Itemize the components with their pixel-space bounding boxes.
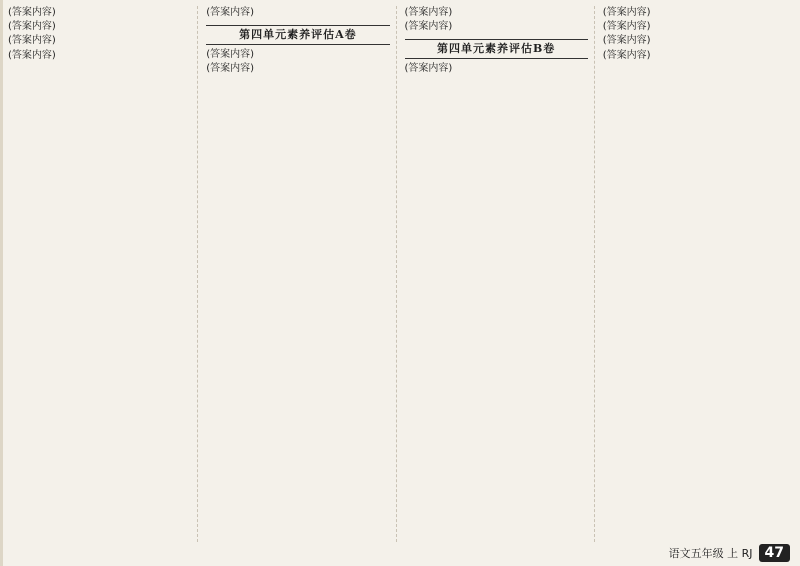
section-title: 第四单元素养评估A卷 bbox=[206, 25, 389, 45]
answer-line: (答案内容) bbox=[404, 21, 453, 33]
column-4 bbox=[603, 6, 792, 542]
answer-line: (答案内容) bbox=[8, 21, 56, 33]
answer-line: (答案内容) bbox=[206, 62, 255, 74]
footer-label: 语文五年级 上 RJ bbox=[668, 547, 753, 560]
answer-line: (答案内容) bbox=[8, 35, 56, 47]
answer-line: (答案内容) bbox=[602, 49, 651, 61]
answer-line: (答案内容) bbox=[602, 35, 651, 47]
section-title: 第四单元素养评估B卷 bbox=[405, 39, 588, 59]
answer-line: (答案内容) bbox=[404, 7, 453, 18]
columns bbox=[8, 6, 792, 542]
column-1 bbox=[8, 6, 198, 542]
answer-line: (答案内容) bbox=[404, 62, 453, 74]
answer-line: (答案内容) bbox=[206, 48, 255, 60]
column-2 bbox=[206, 6, 396, 542]
answer-line: (答案内容) bbox=[8, 49, 56, 61]
answer-line: (答案内容) bbox=[206, 7, 255, 18]
answer-line: (答案内容) bbox=[602, 7, 651, 18]
page-gutter bbox=[0, 0, 3, 566]
page-number: 47 bbox=[759, 544, 790, 562]
answer-line: (答案内容) bbox=[602, 21, 651, 33]
column-3 bbox=[405, 6, 595, 542]
page-footer bbox=[669, 544, 790, 562]
answer-line: (答案内容) bbox=[8, 7, 56, 18]
